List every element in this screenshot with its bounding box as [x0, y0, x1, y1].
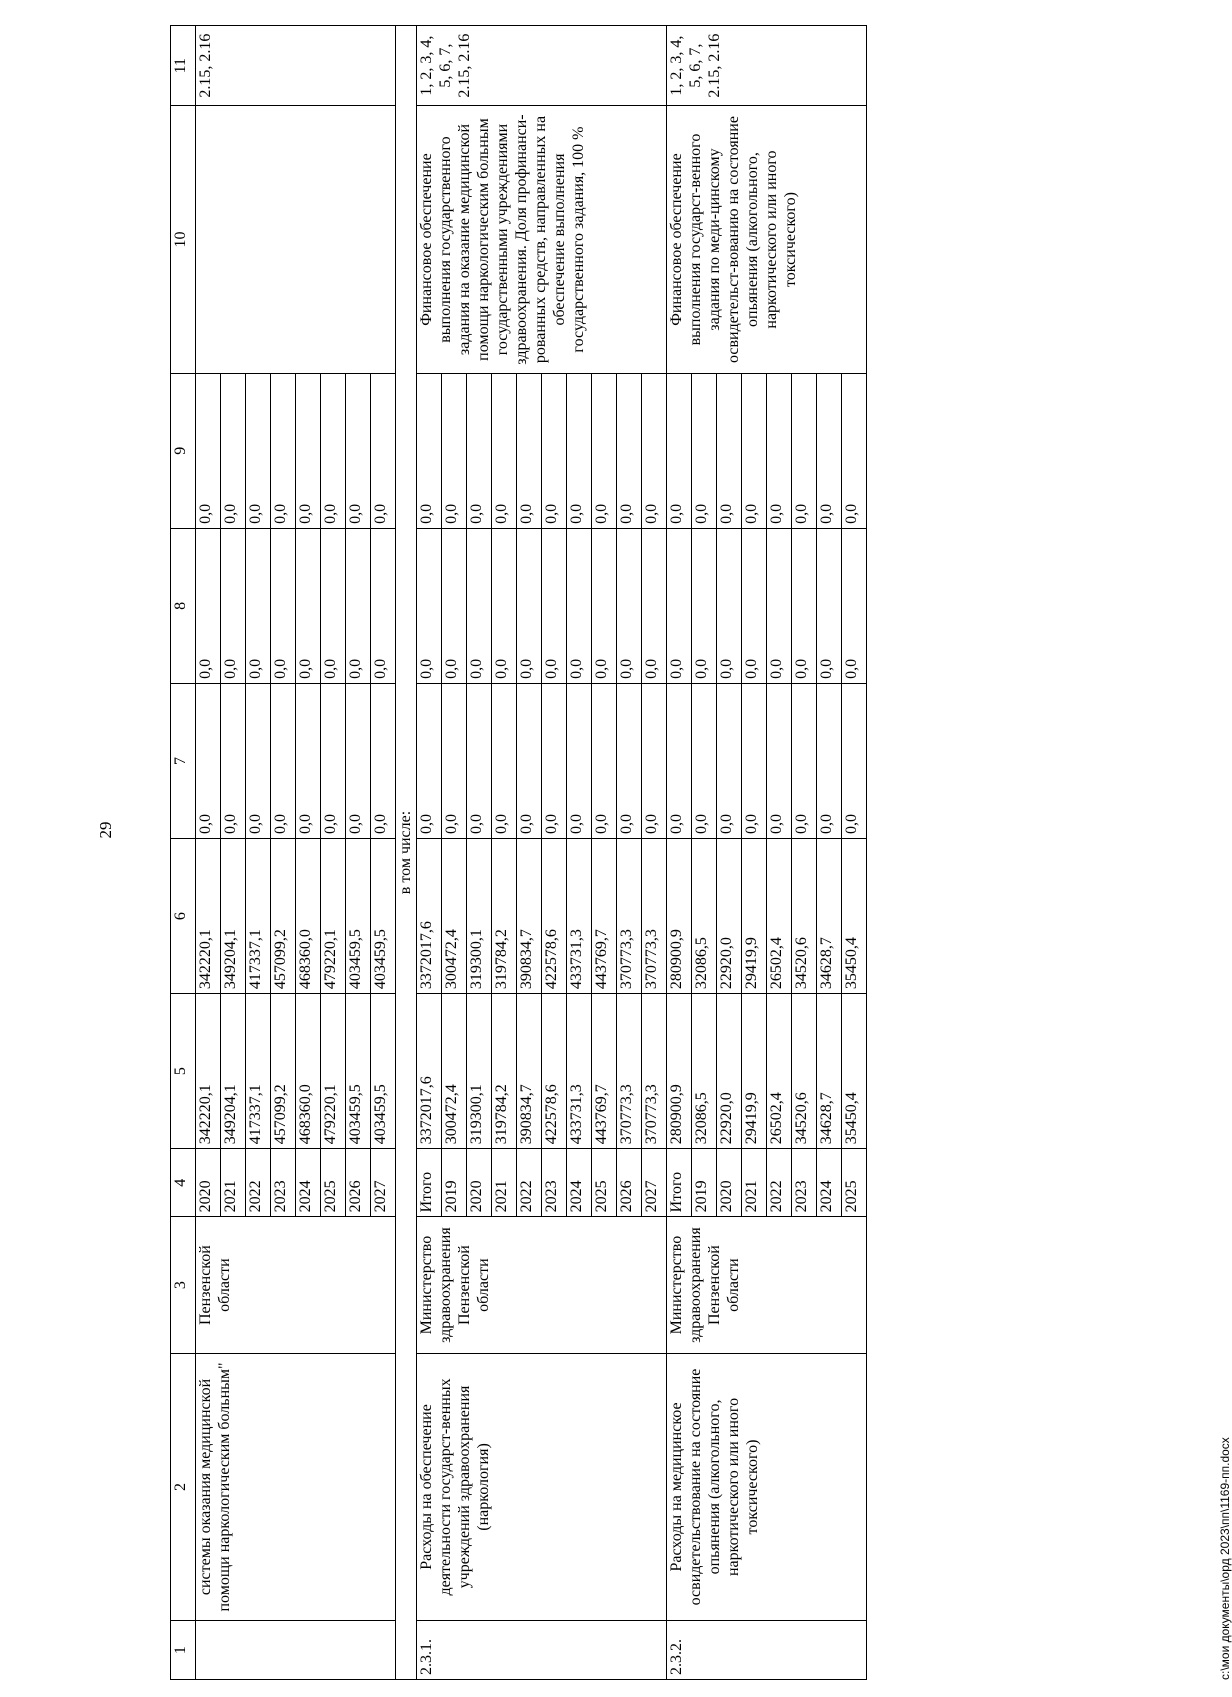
value-cell: 0,0 [442, 373, 467, 528]
header-cell: 7 [171, 683, 196, 838]
value-cell: 0,0 [246, 373, 271, 528]
value-cell: 34628,7 [817, 994, 842, 1149]
value-cell: 0,0 [642, 373, 667, 528]
value-cell: 34628,7 [817, 839, 842, 994]
value-cell: 0,0 [592, 683, 617, 838]
period-cell: 2023 [271, 1149, 296, 1217]
separator-cell: в том числе: [396, 26, 417, 1680]
link-cell: 1, 2, 3, 4, 5, 6, 7, 2.15, 2.16 [417, 26, 667, 106]
value-cell: 0,0 [517, 373, 542, 528]
header-cell: 8 [171, 528, 196, 683]
header-cell: 6 [171, 839, 196, 994]
period-cell: 2023 [792, 1149, 817, 1217]
period-cell: 2022 [517, 1149, 542, 1217]
value-cell: 0,0 [792, 683, 817, 838]
value-cell: 403459,5 [371, 994, 396, 1149]
period-cell: 2027 [642, 1149, 667, 1217]
event-name-cell: системы оказания медицинской помощи наркологическим больным" [196, 1353, 396, 1620]
value-cell: 0,0 [642, 528, 667, 683]
period-cell: 2021 [221, 1149, 246, 1217]
value-cell: 433731,3 [567, 839, 592, 994]
table-row [667, 26, 692, 1680]
value-cell: 0,0 [221, 683, 246, 838]
value-cell: 0,0 [271, 683, 296, 838]
value-cell: 0,0 [717, 373, 742, 528]
value-cell: 403459,5 [346, 994, 371, 1149]
value-cell: 26502,4 [767, 994, 792, 1149]
value-cell: 0,0 [517, 683, 542, 838]
value-cell: 0,0 [692, 528, 717, 683]
value-cell: 0,0 [442, 528, 467, 683]
period-cell: Итого [667, 1149, 692, 1217]
value-cell: 319784,2 [492, 994, 517, 1149]
value-cell: 468360,0 [296, 994, 321, 1149]
value-cell: 443769,7 [592, 994, 617, 1149]
value-cell: 0,0 [667, 528, 692, 683]
value-cell: 479220,1 [321, 994, 346, 1149]
period-cell: 2027 [371, 1149, 396, 1217]
value-cell: 0,0 [692, 373, 717, 528]
value-cell: 417337,1 [246, 994, 271, 1149]
value-cell: 0,0 [742, 683, 767, 838]
value-cell: 0,0 [842, 683, 867, 838]
value-cell: 0,0 [417, 373, 442, 528]
value-cell: 34520,6 [792, 839, 817, 994]
value-cell: 370773,3 [642, 839, 667, 994]
value-cell: 342220,1 [196, 994, 221, 1149]
event-name-cell: Расходы на обеспечение деятельности государст-венных учреждений здравоохранения (наркология) [417, 1353, 667, 1620]
value-cell: 0,0 [567, 528, 592, 683]
value-cell: 479220,1 [321, 839, 346, 994]
value-cell: 0,0 [792, 373, 817, 528]
value-cell: 403459,5 [371, 839, 396, 994]
value-cell: 0,0 [542, 528, 567, 683]
period-cell: 2022 [246, 1149, 271, 1217]
indicator-cell: Финансовое обеспечение выполнения государственного задания на оказание медицинской помощи наркологическим больным государственными учреждениями здравоохранения. Доля профинанси-рованных средств, направленных на обеспечение выполнения государственного задания, 100 % [417, 106, 667, 373]
period-cell: 2026 [346, 1149, 371, 1217]
period-cell: 2025 [592, 1149, 617, 1217]
value-cell: 0,0 [742, 373, 767, 528]
value-cell: 0,0 [271, 528, 296, 683]
value-cell: 457099,2 [271, 994, 296, 1149]
value-cell: 35450,4 [842, 839, 867, 994]
value-cell: 0,0 [717, 528, 742, 683]
value-cell: 319784,2 [492, 839, 517, 994]
value-cell: 300472,4 [442, 839, 467, 994]
value-cell: 0,0 [817, 528, 842, 683]
value-cell: 0,0 [467, 683, 492, 838]
value-cell: 0,0 [792, 528, 817, 683]
value-cell: 0,0 [842, 528, 867, 683]
value-cell: 390834,7 [517, 994, 542, 1149]
period-cell: 2019 [442, 1149, 467, 1217]
value-cell: 403459,5 [346, 839, 371, 994]
value-cell: 0,0 [492, 528, 517, 683]
value-cell: 0,0 [542, 373, 567, 528]
value-cell: 370773,3 [642, 994, 667, 1149]
header-cell: 5 [171, 994, 196, 1149]
table-row [417, 26, 442, 1680]
period-cell: 2026 [617, 1149, 642, 1217]
value-cell: 32086,5 [692, 839, 717, 994]
footer-file-path: c:\мои документы\орд 2023\пп\1169-пп.docx [1218, 1437, 1232, 1680]
header-cell: 2 [171, 1353, 196, 1620]
value-cell: 349204,1 [221, 839, 246, 994]
value-cell: 0,0 [592, 373, 617, 528]
period-cell: 2023 [542, 1149, 567, 1217]
value-cell: 0,0 [692, 683, 717, 838]
value-cell: 280900,9 [667, 839, 692, 994]
period-cell: 2024 [567, 1149, 592, 1217]
value-cell: 29419,9 [742, 994, 767, 1149]
separator-row [396, 26, 417, 1680]
page-number: 29 [96, 821, 115, 839]
executor-cell: Пензенской области [196, 1217, 396, 1353]
value-cell: 342220,1 [196, 839, 221, 994]
value-cell: 0,0 [617, 373, 642, 528]
link-cell: 1, 2, 3, 4, 5, 6, 7, 2.15, 2.16 [667, 26, 867, 106]
value-cell: 457099,2 [271, 839, 296, 994]
value-cell: 0,0 [321, 683, 346, 838]
period-cell: 2020 [717, 1149, 742, 1217]
value-cell: 0,0 [817, 683, 842, 838]
period-cell: 2020 [196, 1149, 221, 1217]
value-cell: 0,0 [767, 528, 792, 683]
period-cell: 2022 [767, 1149, 792, 1217]
value-cell: 0,0 [492, 373, 517, 528]
period-cell: 2024 [296, 1149, 321, 1217]
row-number-cell [196, 1621, 396, 1680]
executor-cell: Министерство здравоохранения Пензенской области [417, 1217, 667, 1353]
value-cell: 0,0 [196, 683, 221, 838]
value-cell: 0,0 [321, 528, 346, 683]
header-cell: 9 [171, 373, 196, 528]
value-cell: 0,0 [321, 373, 346, 528]
value-cell: 0,0 [246, 528, 271, 683]
value-cell: 390834,7 [517, 839, 542, 994]
value-cell: 22920,0 [717, 994, 742, 1149]
value-cell: 0,0 [567, 373, 592, 528]
value-cell: 0,0 [346, 683, 371, 838]
value-cell: 433731,3 [567, 994, 592, 1149]
row-number-cell: 2.3.1. [417, 1621, 667, 1680]
value-cell: 26502,4 [767, 839, 792, 994]
period-cell: 2025 [842, 1149, 867, 1217]
value-cell: 0,0 [767, 683, 792, 838]
value-cell: 0,0 [221, 528, 246, 683]
value-cell: 0,0 [817, 373, 842, 528]
value-cell: 0,0 [296, 528, 321, 683]
value-cell: 0,0 [617, 683, 642, 838]
period-cell: 2024 [817, 1149, 842, 1217]
value-cell: 0,0 [492, 683, 517, 838]
value-cell: 0,0 [296, 683, 321, 838]
value-cell: 0,0 [246, 683, 271, 838]
value-cell: 0,0 [717, 683, 742, 838]
executor-cell: Министерство здравоохранения Пензенской области [667, 1217, 867, 1353]
value-cell: 0,0 [196, 373, 221, 528]
value-cell: 0,0 [467, 373, 492, 528]
value-cell: 280900,9 [667, 994, 692, 1149]
value-cell: 300472,4 [442, 994, 467, 1149]
period-cell: 2019 [692, 1149, 717, 1217]
value-cell: 34520,6 [792, 994, 817, 1149]
value-cell: 0,0 [371, 373, 396, 528]
value-cell: 0,0 [371, 683, 396, 838]
value-cell: 3372017,6 [417, 994, 442, 1149]
value-cell: 0,0 [296, 373, 321, 528]
period-cell: 2020 [467, 1149, 492, 1217]
table-row [196, 26, 221, 1680]
period-cell: 2025 [321, 1149, 346, 1217]
value-cell: 29419,9 [742, 839, 767, 994]
value-cell: 0,0 [592, 528, 617, 683]
value-cell: 349204,1 [221, 994, 246, 1149]
value-cell: 468360,0 [296, 839, 321, 994]
value-cell: 422578,6 [542, 994, 567, 1149]
value-cell: 0,0 [417, 683, 442, 838]
value-cell: 319300,1 [467, 994, 492, 1149]
value-cell: 22920,0 [717, 839, 742, 994]
value-cell: 0,0 [667, 683, 692, 838]
link-cell: 2.15, 2.16 [196, 26, 396, 106]
period-cell: 2021 [492, 1149, 517, 1217]
value-cell: 0,0 [417, 528, 442, 683]
value-cell: 0,0 [346, 373, 371, 528]
indicator-cell: Финансовое обеспечение выполнения государст-венного задания по меди-цинскому освидетельст-вованию на состояние опьянения (алкогольного, наркотического или иного токсического) [667, 106, 867, 373]
value-cell: 0,0 [842, 373, 867, 528]
row-number-cell: 2.3.2. [667, 1621, 867, 1680]
value-cell: 0,0 [517, 528, 542, 683]
value-cell: 0,0 [271, 373, 296, 528]
value-cell: 0,0 [346, 528, 371, 683]
header-cell: 1 [171, 1621, 196, 1680]
value-cell: 0,0 [667, 373, 692, 528]
value-cell: 35450,4 [842, 994, 867, 1149]
value-cell: 370773,3 [617, 994, 642, 1149]
event-name-cell: Расходы на медицинское освидетельствование на состояние опьянения (алкогольного, наркотического или иного токсического) [667, 1353, 867, 1620]
value-cell: 0,0 [371, 528, 396, 683]
value-cell: 0,0 [542, 683, 567, 838]
value-cell: 0,0 [467, 528, 492, 683]
program-table [170, 25, 867, 1680]
header-cell: 4 [171, 1149, 196, 1217]
value-cell: 443769,7 [592, 839, 617, 994]
value-cell: 0,0 [742, 528, 767, 683]
value-cell: 422578,6 [542, 839, 567, 994]
value-cell: 0,0 [221, 373, 246, 528]
value-cell: 370773,3 [617, 839, 642, 994]
value-cell: 417337,1 [246, 839, 271, 994]
value-cell: 3372017,6 [417, 839, 442, 994]
period-cell: Итого [417, 1149, 442, 1217]
header-cell: 11 [171, 26, 196, 106]
value-cell: 0,0 [567, 683, 592, 838]
value-cell: 0,0 [442, 683, 467, 838]
value-cell: 0,0 [196, 528, 221, 683]
value-cell: 32086,5 [692, 994, 717, 1149]
header-row [171, 26, 196, 1680]
rotated-page [170, 25, 1232, 1680]
header-cell: 3 [171, 1217, 196, 1353]
value-cell: 0,0 [642, 683, 667, 838]
value-cell: 0,0 [767, 373, 792, 528]
value-cell: 319300,1 [467, 839, 492, 994]
value-cell: 0,0 [617, 528, 642, 683]
header-cell: 10 [171, 106, 196, 373]
indicator-cell [196, 106, 396, 373]
period-cell: 2021 [742, 1149, 767, 1217]
